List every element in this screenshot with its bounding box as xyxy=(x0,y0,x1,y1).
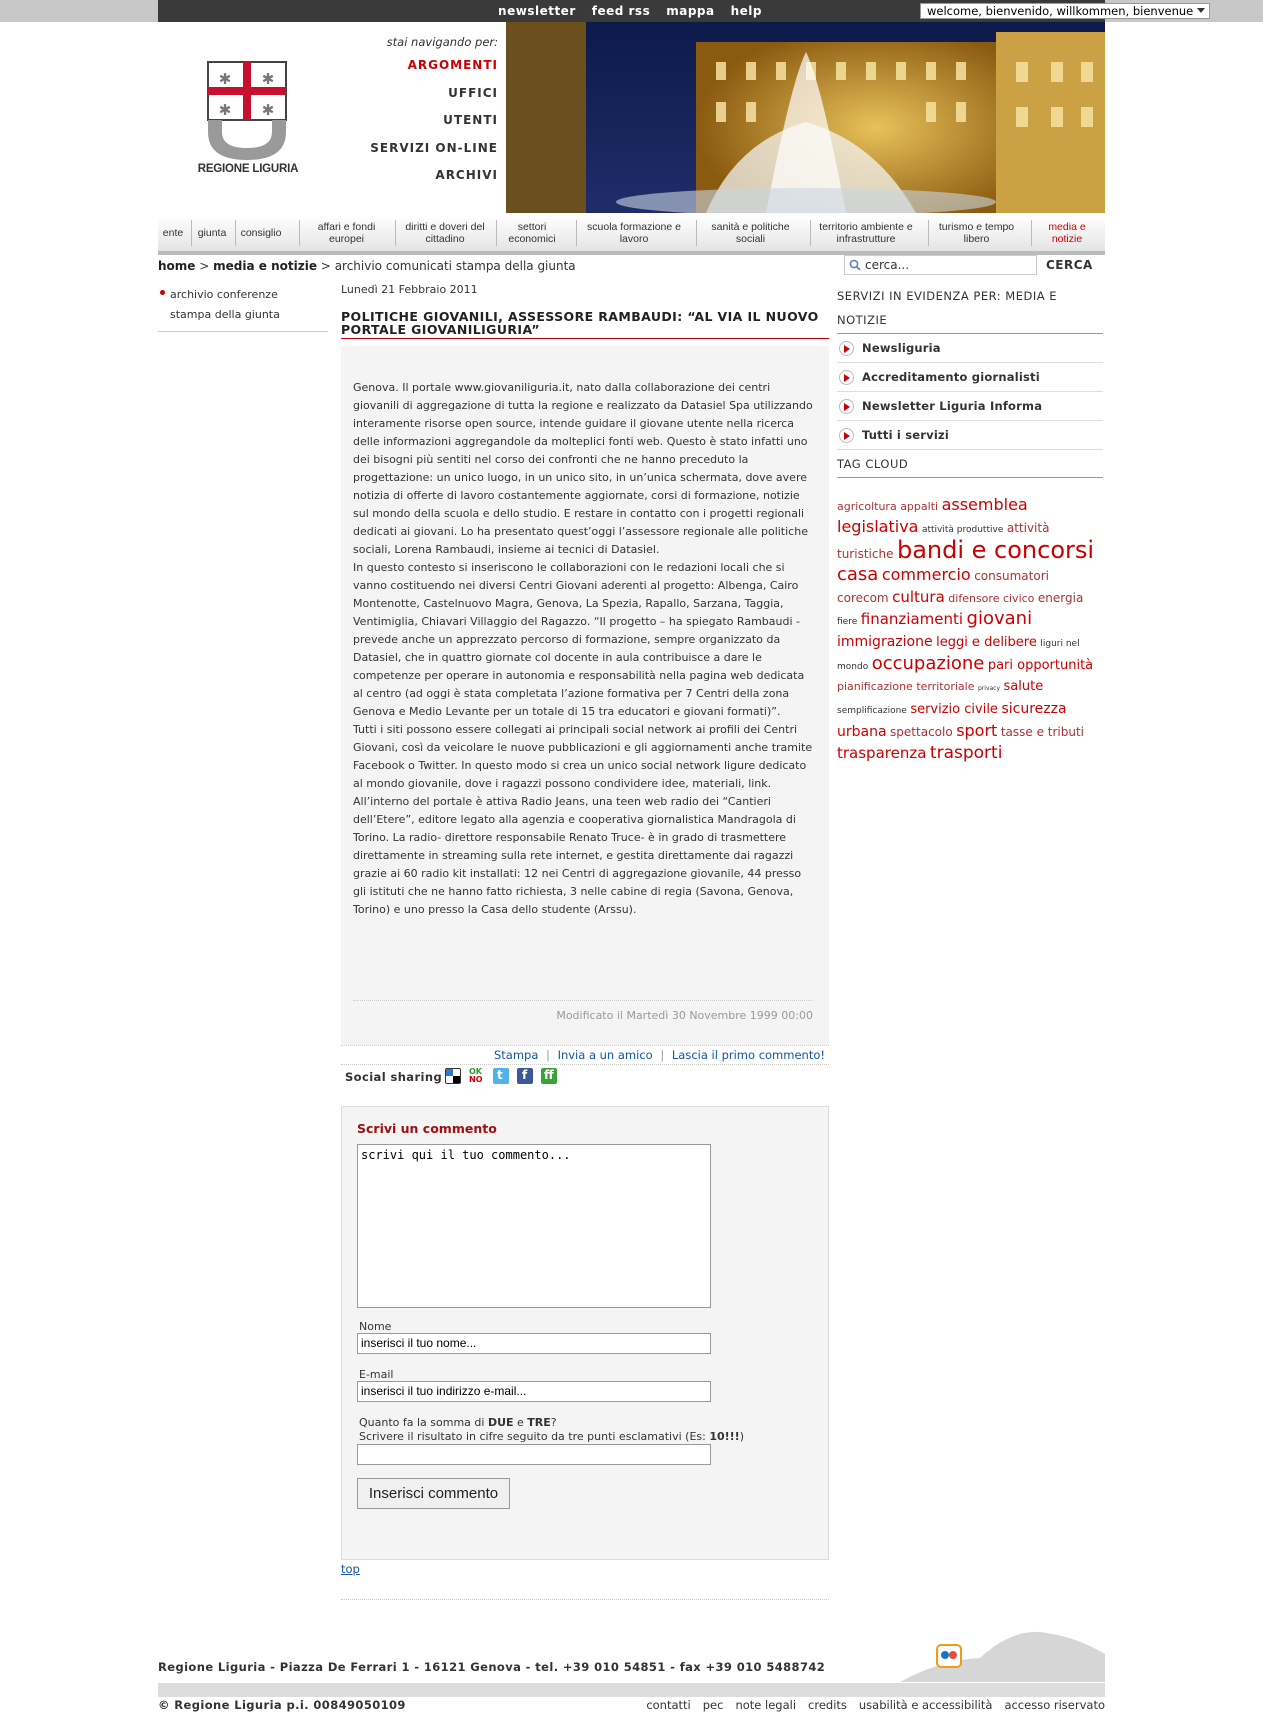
language-select-value: welcome, bienvenido, willkommen, bienvenue xyxy=(927,4,1194,18)
tab-affari-fondi-europei[interactable]: affari e fondi europei xyxy=(317,221,376,245)
tag-difensore-civico[interactable]: difensore civico xyxy=(948,592,1035,605)
tag-casa[interactable]: casa xyxy=(837,564,879,585)
tag-trasparenza[interactable]: trasparenza xyxy=(837,744,927,762)
tag-leggi-e-delibere[interactable]: leggi e delibere xyxy=(936,635,1037,650)
print-link[interactable]: Stampa xyxy=(493,1048,539,1062)
language-select[interactable] xyxy=(920,3,1210,19)
breadcrumb-home[interactable]: home xyxy=(158,259,196,273)
arrow-right-icon xyxy=(839,399,854,414)
tag-pianificazione-territoriale[interactable]: pianificazione territoriale xyxy=(837,680,975,693)
search-icon xyxy=(849,259,861,271)
captcha-field[interactable] xyxy=(357,1444,711,1465)
email-label: E-mail xyxy=(359,1368,394,1381)
tab-media-notizie[interactable]: media e notizie xyxy=(1048,221,1086,245)
article-header xyxy=(341,283,829,339)
article-paragraph: Genova. Il portale www.giovaniliguria.it, nato dalla collaborazione dei centri giovanili di aggregazione di tutta la regione e realizzato da Datasiel Spa utilizzando interamente risorse open source, intende guidare il giovane utente nella ricerca delle informazioni aggregandole da molteplici fonti web. Questo è stato infatti uno dei bisogni più sentiti nel corso dei confronti che ne hanno preceduto la progettazione: un unico luogo, in un unico sito, in un’unica schermata, dove avere notizia di offerte di lavoro costantemente aggiornate, corsi di formazione, notizie sul mondo della scuola e dello studio. E restare in contatto con i progetti regionali dedicati ai giovani. Lo ha presentato quest’oggi l’assessore regionale alle politiche sociali, Lorena Rambaudi, insieme ai tecnici di Datasiel. xyxy=(353,381,813,556)
captcha-term: TRE xyxy=(527,1416,551,1429)
comment-form-title: Scrivi un commento xyxy=(357,1121,497,1136)
nav-servizi-online[interactable]: SERVIZI ON-LINE xyxy=(370,140,498,155)
captcha-hint-example: 10!!! xyxy=(709,1430,740,1443)
tag-cloud-heading: TAG CLOUD xyxy=(837,452,1103,478)
tag-sicurezza-urbana[interactable]: sicurezza urbana xyxy=(837,701,1067,740)
tag-semplificazione[interactable]: semplificazione xyxy=(837,706,907,716)
tab-settori-economici[interactable]: settori economici xyxy=(508,221,556,245)
article-paragraph: Tutti i siti possono essere collegati ai principali social network ai profili dei Centri Giovani, così da veicolare le nuove pubblicazioni e gli aggiornamenti anche tramite Facebook o Twitter. In questo modo si crea un unico social network ligure dedicato al mondo giovanile, dove i ragazzi possono condividere idee, materiali, link. xyxy=(353,723,813,790)
search-input[interactable] xyxy=(844,255,1037,275)
footer-link-accesso-riservato[interactable]: accesso riservato xyxy=(1004,1698,1105,1712)
footer-link-usabilita[interactable]: usabilità e accessibilità xyxy=(858,1698,993,1712)
article-paragraph: In questo contesto si inseriscono le collaborazioni con le redazioni locali che si vanno costituendo nei diversi Centri Giovani aderenti al progetto: Albenga, Cairo Montenotte, Castelnuovo Magra, Genova, La Spezia, Rapallo, Sarzana, Taggia, Ventimiglia, Chiavari Villaggio del Ragazzo. “Il progetto – ha spiegato Rambaudi - prevede anche un apprezzato percorso di formazione, sempre organizzato da Datasiel, che in quattro giornate col docente in aula contribuisce a dare le competenze per operare in autonomia e responsabilità nella pagina web dedicata al centro (ad oggi è stata completata l’azione formativa per 7 Centri della zona Genova e Medio Levante per un totale di 15 tra educatori e giovani formati)”. xyxy=(353,561,805,718)
captcha-question xyxy=(359,1416,557,1429)
tag-appalti[interactable]: appalti xyxy=(900,500,939,513)
tag-trasporti[interactable]: trasporti xyxy=(929,743,1003,763)
tab-giunta[interactable]: giunta xyxy=(197,227,227,239)
footer-links xyxy=(646,1698,1105,1712)
back-to-top-link[interactable]: top xyxy=(341,1562,360,1576)
tab-territorio-ambiente[interactable]: territorio ambiente e infrastrutture xyxy=(819,221,913,245)
tag-sport[interactable]: sport xyxy=(956,721,998,740)
social-sharing xyxy=(341,1066,829,1086)
service-label: Newsliguria xyxy=(862,341,941,355)
tag-giovani[interactable]: giovani xyxy=(966,608,1033,629)
friendfeed-icon[interactable]: ff xyxy=(541,1068,557,1084)
leave-comment-link[interactable]: Lascia il primo commento! xyxy=(671,1048,825,1062)
article-date: Lunedì 21 Febbraio 2011 xyxy=(341,283,478,296)
modified-date: Modificato il Martedì 30 Novembre 1999 00:00 xyxy=(353,1000,813,1022)
footer-address: Regione Liguria - Piazza De Ferrari 1 - 16121 Genova - tel. +39 010 54851 - fax +39 010 5488742 xyxy=(158,1660,826,1674)
footer-copyright: © Regione Liguria p.i. 00849050109 xyxy=(158,1698,406,1712)
tag-attivit-turistiche[interactable]: attività turistiche xyxy=(837,521,1050,561)
article-actions xyxy=(341,1045,829,1065)
chevron-down-icon xyxy=(1197,8,1205,13)
hero-nav xyxy=(360,58,498,196)
svg-text:✱: ✱ xyxy=(218,101,232,119)
footer-link-contatti[interactable]: contatti xyxy=(646,1698,691,1712)
action-separator: | xyxy=(546,1048,550,1062)
tab-turismo-tempo-libero[interactable]: turismo e tempo libero xyxy=(938,221,1015,245)
tag-attivit-produttive[interactable]: attività produttive xyxy=(921,525,1004,535)
section-tabs xyxy=(158,216,1105,255)
name-field[interactable]: inserisci il tuo nome... xyxy=(357,1333,711,1354)
footer-bar xyxy=(158,1683,1105,1697)
tag-cloud xyxy=(837,495,1103,765)
nav-uffici[interactable]: UFFICI xyxy=(448,85,498,100)
tag-agricoltura[interactable]: agricoltura xyxy=(837,500,897,513)
hero-photo xyxy=(506,22,1105,213)
footer-link-pec[interactable]: pec xyxy=(702,1698,724,1712)
tag-servizio-civile[interactable]: servizio civile xyxy=(910,702,998,717)
tab-diritti-doveri[interactable]: diritti e doveri del cittadino xyxy=(405,221,485,245)
send-to-friend-link[interactable]: Invia a un amico xyxy=(557,1048,653,1062)
captcha-question-text: Quanto fa la somma di xyxy=(359,1416,488,1429)
top-links xyxy=(498,4,762,18)
tag-occupazione[interactable]: occupazione xyxy=(871,653,985,674)
tab-ente[interactable]: ente xyxy=(162,227,184,239)
tag-immigrazione[interactable]: immigrazione xyxy=(837,634,933,650)
bullet-icon xyxy=(160,290,165,295)
svg-text:✱: ✱ xyxy=(261,70,275,88)
services-heading: SERVIZI IN EVIDENZA PER: MEDIA E NOTIZIE xyxy=(837,284,1103,334)
tag-liguri-nel-mondo[interactable]: liguri nel mondo xyxy=(837,639,1080,672)
breadcrumb-current: archivio comunicati stampa della giunta xyxy=(334,259,576,273)
captcha-hint-text: ) xyxy=(739,1430,744,1443)
search-placeholder: cerca... xyxy=(865,258,910,272)
facebook-icon[interactable]: f xyxy=(517,1068,533,1084)
arrow-right-icon xyxy=(839,370,854,385)
captcha-hint xyxy=(359,1430,744,1443)
email-field[interactable]: inserisci il tuo indirizzo e-mail... xyxy=(357,1381,711,1402)
tag-commercio[interactable]: commercio xyxy=(881,565,971,584)
help-link[interactable]: help xyxy=(730,4,762,18)
top-bar xyxy=(158,0,1194,22)
captcha-hint-text: Scrivere il risultato in cifre seguito da tre punti esclamativi (Es: xyxy=(359,1430,710,1443)
captcha-question-text: e xyxy=(513,1416,528,1429)
footer-link-note-legali[interactable]: note legali xyxy=(735,1698,797,1712)
left-nav xyxy=(158,285,328,332)
action-separator: | xyxy=(660,1048,665,1062)
name-label: Nome xyxy=(359,1320,392,1333)
social-sharing-label: Social sharing xyxy=(345,1070,443,1084)
tag-consumatori[interactable]: consumatori xyxy=(974,569,1049,583)
left-nav-item[interactable] xyxy=(158,285,328,325)
tag-spettacolo[interactable]: spettacolo xyxy=(890,725,953,739)
center-divider xyxy=(341,1599,829,1600)
tab-consiglio[interactable]: consiglio xyxy=(240,227,282,239)
tag-corecom[interactable]: corecom xyxy=(837,591,889,605)
article-action-links xyxy=(494,1048,825,1062)
article-body xyxy=(353,379,815,919)
service-item-newsletter[interactable] xyxy=(837,392,1103,421)
breadcrumb-separator: > xyxy=(320,259,331,273)
service-item-tutti[interactable] xyxy=(837,421,1103,450)
tag-assemblea-legislativa[interactable]: assemblea legislativa xyxy=(837,495,1028,536)
logo-text: REGIONE LIGURIA xyxy=(197,163,299,175)
footer-hills-graphic xyxy=(900,1630,1105,1682)
nav-argomenti[interactable]: ARGOMENTI xyxy=(407,58,498,72)
captcha-question-text: ? xyxy=(550,1416,557,1429)
tag-cultura[interactable]: cultura xyxy=(892,588,945,606)
article-paragraph: All’interno del portale è attiva Radio Jeans, una teen web radio dei “Cantieri dell’Etere”, editore legato alla agenzia e cooperativa giornalistica Mandragola di Torino. La radio- direttore responsabile Renato Truce- è in grado di trasmettere direttamente in streaming sulla rete internet, e gestita direttamente dai ragazzi grazie ai 60 radio kit installati: 12 nei Centri di aggregazione giovanile, 44 presso gli istituti che ne hanno fatto richiesta, 3 nelle cabine di regia (Savona, Genova, Torino) e uno presso la Casa dello studente (Arssu). xyxy=(353,795,802,916)
tab-scuola-formazione-lavoro[interactable]: scuola formazione e lavoro xyxy=(587,221,681,245)
breadcrumb-media-notizie[interactable]: media e notizie xyxy=(213,259,317,273)
navigating-by-heading: stai navigando per: xyxy=(386,35,498,49)
tag-tasse-e-tributi[interactable]: tasse e tributi xyxy=(1000,725,1085,739)
submit-comment-button[interactable]: Inserisci commento xyxy=(357,1478,510,1509)
mappa-link[interactable]: mappa xyxy=(666,4,715,18)
regione-liguria-logo[interactable] xyxy=(206,60,288,178)
delicious-icon[interactable] xyxy=(445,1068,461,1084)
comment-textarea[interactable]: scrivi qui il tuo commento... xyxy=(357,1144,711,1308)
service-item-newsliguria[interactable] xyxy=(837,334,1103,363)
service-label: Accreditamento giornalisti xyxy=(862,370,1040,384)
arrow-right-icon xyxy=(839,428,854,443)
nav-utenti[interactable]: UTENTI xyxy=(443,113,498,127)
article-title: POLITICHE GIOVANILI, ASSESSORE RAMBAUDI: “AL VIA IL NUOVO PORTALE GIOVANILIGURIA” xyxy=(341,310,829,339)
service-label: Tutti i servizi xyxy=(862,428,950,442)
arrow-right-icon xyxy=(839,341,854,356)
svg-text:✱: ✱ xyxy=(218,70,232,88)
twitter-icon[interactable]: t xyxy=(493,1068,509,1084)
breadcrumb xyxy=(158,259,576,273)
tag-energia[interactable]: energia xyxy=(1037,591,1084,605)
tab-sanita-politiche-sociali[interactable]: sanità e politiche sociali xyxy=(711,221,790,245)
left-nav-item-label: archivio conferenze stampa della giunta xyxy=(170,288,280,321)
oknotizie-icon[interactable]: OK NO xyxy=(469,1067,483,1084)
captcha-term: DUE xyxy=(487,1416,514,1429)
search-button[interactable]: CERCA xyxy=(1046,258,1093,272)
tag-bandi-e-concorsi[interactable]: bandi e concorsi xyxy=(896,536,1095,564)
nav-archivi[interactable]: ARCHIVI xyxy=(435,168,498,182)
svg-text:✱: ✱ xyxy=(261,101,275,119)
tag-fiere[interactable]: fiere xyxy=(837,617,858,627)
right-sidebar xyxy=(837,284,1103,478)
tag-privacy[interactable]: privacy xyxy=(978,685,1001,692)
feed-rss-link[interactable]: feed rss xyxy=(591,4,651,18)
tag-salute[interactable]: salute xyxy=(1003,679,1044,694)
service-label: Newsletter Liguria Informa xyxy=(862,399,1043,413)
accessibility-badge-icon[interactable] xyxy=(935,1643,963,1669)
tag-pari-opportunit-[interactable]: pari opportunità xyxy=(987,658,1094,673)
breadcrumb-separator: > xyxy=(199,259,210,273)
service-item-accreditamento[interactable] xyxy=(837,363,1103,392)
tag-finanziamenti[interactable]: finanziamenti xyxy=(860,610,964,628)
newsletter-link[interactable]: newsletter xyxy=(498,4,576,18)
footer-link-credits[interactable]: credits xyxy=(808,1698,847,1712)
